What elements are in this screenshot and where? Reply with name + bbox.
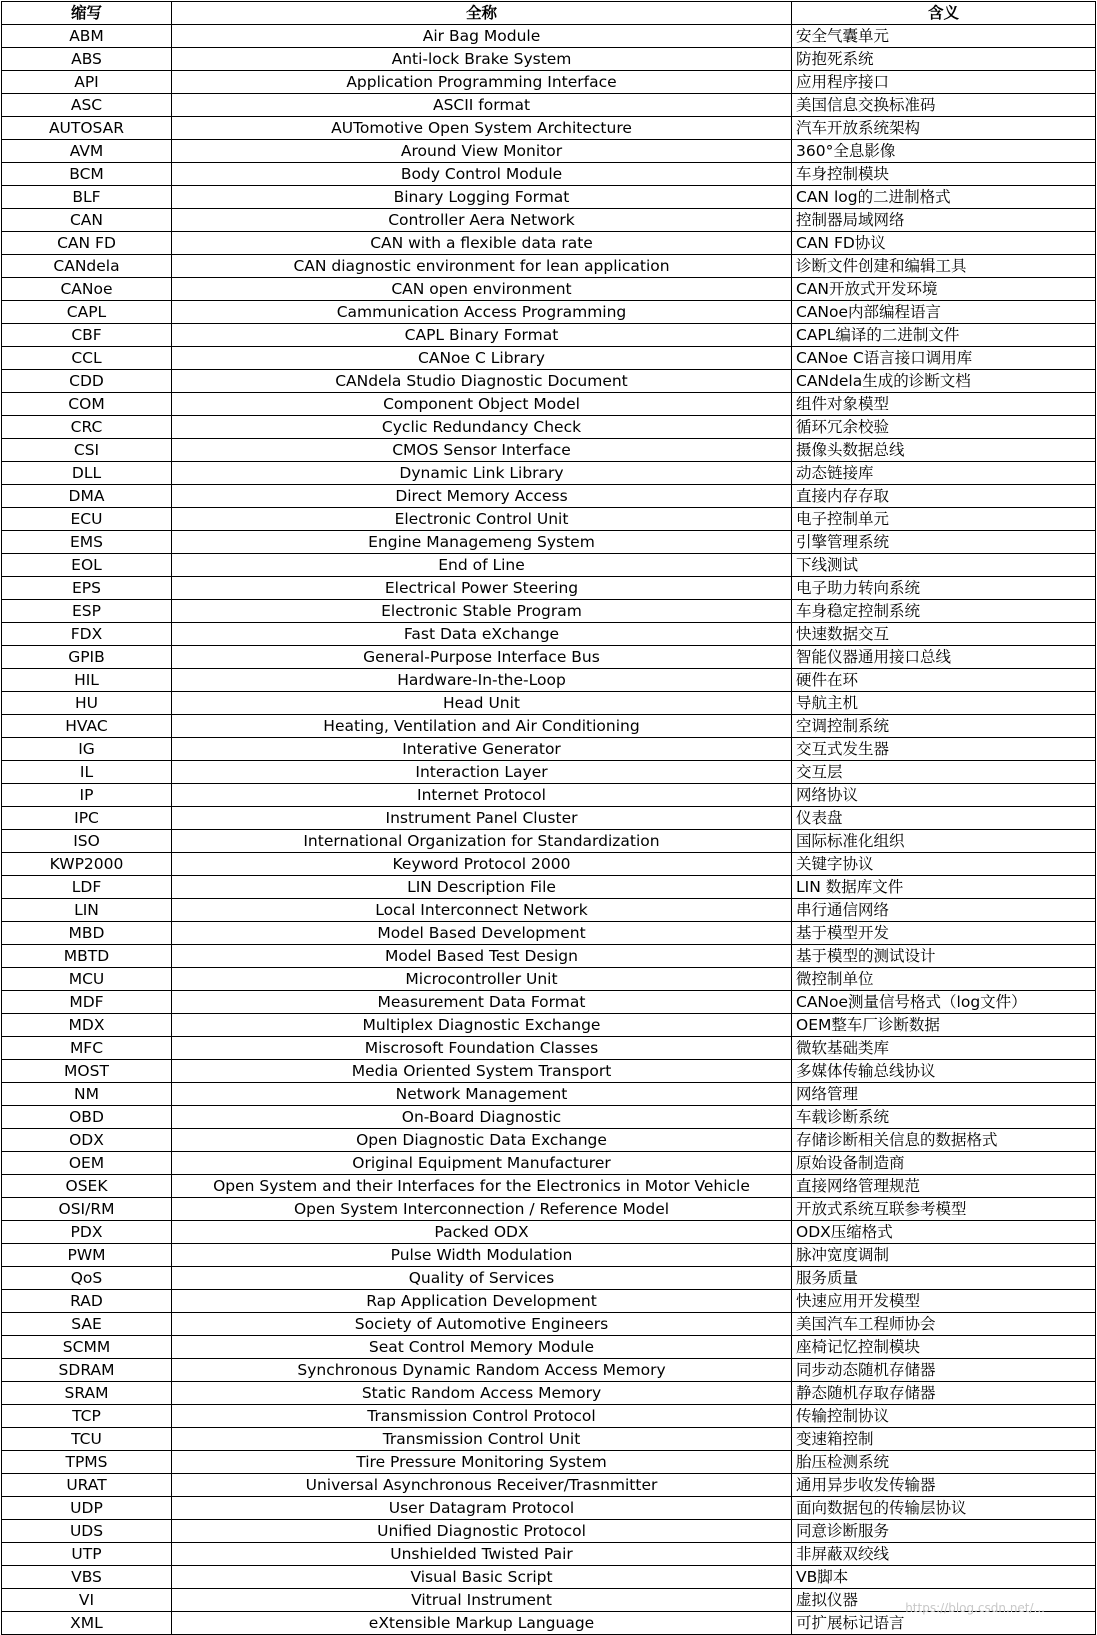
table-row xyxy=(2,623,1096,646)
table-row xyxy=(2,1589,1096,1612)
full-name-cell: Rap Application Development xyxy=(172,1290,792,1313)
meaning-cell: 静态随机存取存储器 xyxy=(792,1382,1096,1405)
abbreviation-cell: GPIB xyxy=(2,646,172,669)
full-name-cell: Cyclic Redundancy Check xyxy=(172,416,792,439)
abbreviation-cell: AVM xyxy=(2,140,172,163)
meaning-cell: 汽车开放系统架构 xyxy=(792,117,1096,140)
meaning-cell: 面向数据包的传输层协议 xyxy=(792,1497,1096,1520)
abbreviation-cell: CANoe xyxy=(2,278,172,301)
table-row xyxy=(2,1060,1096,1083)
abbreviation-cell: CCL xyxy=(2,347,172,370)
full-name-cell: Electrical Power Steering xyxy=(172,577,792,600)
table-row xyxy=(2,669,1096,692)
table-row xyxy=(2,577,1096,600)
abbreviation-cell: MBTD xyxy=(2,945,172,968)
full-name-cell: ASCII format xyxy=(172,94,792,117)
meaning-cell: OEM整车厂诊断数据 xyxy=(792,1014,1096,1037)
meaning-cell: 摄像头数据总线 xyxy=(792,439,1096,462)
abbreviation-cell: MDF xyxy=(2,991,172,1014)
meaning-cell: 开放式系统互联参考模型 xyxy=(792,1198,1096,1221)
full-name-cell: CAN diagnostic environment for lean application xyxy=(172,255,792,278)
table-row xyxy=(2,807,1096,830)
meaning-cell: 服务质量 xyxy=(792,1267,1096,1290)
table-row xyxy=(2,1313,1096,1336)
table-row xyxy=(2,554,1096,577)
header-row xyxy=(2,2,1096,25)
table-row xyxy=(2,1451,1096,1474)
full-name-cell: CANoe C Library xyxy=(172,347,792,370)
abbreviation-cell: TCP xyxy=(2,1405,172,1428)
full-name-cell: Instrument Panel Cluster xyxy=(172,807,792,830)
abbreviation-cell: IP xyxy=(2,784,172,807)
full-name-cell: Binary Logging Format xyxy=(172,186,792,209)
meaning-cell: 串行通信网络 xyxy=(792,899,1096,922)
abbreviation-cell: DLL xyxy=(2,462,172,485)
meaning-cell: 安全气囊单元 xyxy=(792,25,1096,48)
full-name-cell: Original Equipment Manufacturer xyxy=(172,1152,792,1175)
abbreviation-cell: HVAC xyxy=(2,715,172,738)
full-name-cell: Microcontroller Unit xyxy=(172,968,792,991)
abbreviation-cell: IL xyxy=(2,761,172,784)
table-row xyxy=(2,738,1096,761)
abbreviation-cell: OEM xyxy=(2,1152,172,1175)
table-row xyxy=(2,48,1096,71)
meaning-cell: 直接内存存取 xyxy=(792,485,1096,508)
full-name-cell: Electronic Control Unit xyxy=(172,508,792,531)
abbreviation-cell: UDS xyxy=(2,1520,172,1543)
table-row xyxy=(2,1221,1096,1244)
meaning-cell: 组件对象模型 xyxy=(792,393,1096,416)
full-name-cell: Quality of Services xyxy=(172,1267,792,1290)
abbreviation-cell: IPC xyxy=(2,807,172,830)
table-row xyxy=(2,232,1096,255)
table-row xyxy=(2,163,1096,186)
abbreviation-cell: PDX xyxy=(2,1221,172,1244)
header-abbreviation: 缩写 xyxy=(2,2,172,25)
meaning-cell: 应用程序接口 xyxy=(792,71,1096,94)
table-header xyxy=(2,2,1096,25)
abbreviation-cell: MCU xyxy=(2,968,172,991)
abbreviation-cell: CAN FD xyxy=(2,232,172,255)
meaning-cell: 多媒体传输总线协议 xyxy=(792,1060,1096,1083)
meaning-cell: 美国信息交换标准码 xyxy=(792,94,1096,117)
table-row xyxy=(2,922,1096,945)
table-row xyxy=(2,209,1096,232)
abbreviation-cell: BCM xyxy=(2,163,172,186)
table-row xyxy=(2,1382,1096,1405)
full-name-cell: End of Line xyxy=(172,554,792,577)
table-row xyxy=(2,1428,1096,1451)
table-row xyxy=(2,416,1096,439)
full-name-cell: eXtensible Markup Language xyxy=(172,1612,792,1635)
meaning-cell: 仪表盘 xyxy=(792,807,1096,830)
full-name-cell: Electronic Stable Program xyxy=(172,600,792,623)
full-name-cell: Universal Asynchronous Receiver/Trasnmitter xyxy=(172,1474,792,1497)
table-row xyxy=(2,393,1096,416)
full-name-cell: Engine Managemeng System xyxy=(172,531,792,554)
table-row xyxy=(2,531,1096,554)
table-row xyxy=(2,1152,1096,1175)
meaning-cell: CAN log的二进制格式 xyxy=(792,186,1096,209)
meaning-cell: 控制器局域网络 xyxy=(792,209,1096,232)
full-name-cell: Transmission Control Unit xyxy=(172,1428,792,1451)
meaning-cell: ODX压缩格式 xyxy=(792,1221,1096,1244)
table-row xyxy=(2,485,1096,508)
abbreviation-cell: IG xyxy=(2,738,172,761)
meaning-cell: CAN FD协议 xyxy=(792,232,1096,255)
full-name-cell: Unshielded Twisted Pair xyxy=(172,1543,792,1566)
table-row xyxy=(2,94,1096,117)
abbreviation-cell: MBD xyxy=(2,922,172,945)
meaning-cell: 网络协议 xyxy=(792,784,1096,807)
full-name-cell: Component Object Model xyxy=(172,393,792,416)
meaning-cell: 快速数据交互 xyxy=(792,623,1096,646)
meaning-cell: 车身稳定控制系统 xyxy=(792,600,1096,623)
table-row xyxy=(2,1129,1096,1152)
full-name-cell: Society of Automotive Engineers xyxy=(172,1313,792,1336)
table-row xyxy=(2,1566,1096,1589)
table-body xyxy=(2,25,1096,1635)
full-name-cell: Seat Control Memory Module xyxy=(172,1336,792,1359)
full-name-cell: Model Based Development xyxy=(172,922,792,945)
table-row xyxy=(2,1543,1096,1566)
meaning-cell: 电子控制单元 xyxy=(792,508,1096,531)
abbreviation-cell: CAPL xyxy=(2,301,172,324)
table-row xyxy=(2,1106,1096,1129)
meaning-cell: 同意诊断服务 xyxy=(792,1520,1096,1543)
full-name-cell: Network Management xyxy=(172,1083,792,1106)
table-row xyxy=(2,439,1096,462)
full-name-cell: Vitrual Instrument xyxy=(172,1589,792,1612)
table-row xyxy=(2,462,1096,485)
table-row xyxy=(2,1474,1096,1497)
table-row xyxy=(2,876,1096,899)
full-name-cell: Controller Aera Network xyxy=(172,209,792,232)
abbreviation-cell: QoS xyxy=(2,1267,172,1290)
abbreviation-cell: MDX xyxy=(2,1014,172,1037)
full-name-cell: Unified Diagnostic Protocol xyxy=(172,1520,792,1543)
abbreviation-cell: URAT xyxy=(2,1474,172,1497)
meaning-cell: 微控制单位 xyxy=(792,968,1096,991)
table-row xyxy=(2,1083,1096,1106)
full-name-cell: On-Board Diagnostic xyxy=(172,1106,792,1129)
full-name-cell: User Datagram Protocol xyxy=(172,1497,792,1520)
abbreviation-cell: RAD xyxy=(2,1290,172,1313)
meaning-cell: 基于模型的测试设计 xyxy=(792,945,1096,968)
meaning-cell: 美国汽车工程师协会 xyxy=(792,1313,1096,1336)
full-name-cell: Internet Protocol xyxy=(172,784,792,807)
table-row xyxy=(2,370,1096,393)
meaning-cell: 动态链接库 xyxy=(792,462,1096,485)
meaning-cell: 微软基础类库 xyxy=(792,1037,1096,1060)
meaning-cell: 非屏蔽双绞线 xyxy=(792,1543,1096,1566)
meaning-cell: 车身控制模块 xyxy=(792,163,1096,186)
table-row xyxy=(2,600,1096,623)
meaning-cell: CANoe测量信号格式（log文件） xyxy=(792,991,1096,1014)
abbreviation-cell: PWM xyxy=(2,1244,172,1267)
abbreviation-cell: SAE xyxy=(2,1313,172,1336)
meaning-cell: 座椅记忆控制模块 xyxy=(792,1336,1096,1359)
meaning-cell: 国际标准化组织 xyxy=(792,830,1096,853)
meaning-cell: 虚拟仪器 xyxy=(792,1589,1096,1612)
meaning-cell: CANoe C语言接口调用库 xyxy=(792,347,1096,370)
full-name-cell: Interative Generator xyxy=(172,738,792,761)
abbreviation-cell: MOST xyxy=(2,1060,172,1083)
table-row xyxy=(2,255,1096,278)
table-row xyxy=(2,1175,1096,1198)
full-name-cell: Open System Interconnection / Reference Model xyxy=(172,1198,792,1221)
abbreviation-cell: TPMS xyxy=(2,1451,172,1474)
abbreviation-cell: SDRAM xyxy=(2,1359,172,1382)
abbreviation-cell: ODX xyxy=(2,1129,172,1152)
meaning-cell: 车载诊断系统 xyxy=(792,1106,1096,1129)
meaning-cell: 胎压检测系统 xyxy=(792,1451,1096,1474)
abbreviation-cell: LDF xyxy=(2,876,172,899)
table-row xyxy=(2,186,1096,209)
full-name-cell: Keyword Protocol 2000 xyxy=(172,853,792,876)
full-name-cell: Local Interconnect Network xyxy=(172,899,792,922)
meaning-cell: VB脚本 xyxy=(792,1566,1096,1589)
table-row xyxy=(2,991,1096,1014)
header-meaning: 含义 xyxy=(792,2,1096,25)
abbreviation-cell: CANdela xyxy=(2,255,172,278)
meaning-cell: 交互式发生器 xyxy=(792,738,1096,761)
full-name-cell: CAN open environment xyxy=(172,278,792,301)
table-row xyxy=(2,1037,1096,1060)
abbreviation-cell: CDD xyxy=(2,370,172,393)
table-row xyxy=(2,1267,1096,1290)
full-name-cell: Dynamic Link Library xyxy=(172,462,792,485)
abbreviation-cell: ISO xyxy=(2,830,172,853)
full-name-cell: International Organization for Standardization xyxy=(172,830,792,853)
table-row xyxy=(2,301,1096,324)
full-name-cell: Air Bag Module xyxy=(172,25,792,48)
meaning-cell: 快速应用开发模型 xyxy=(792,1290,1096,1313)
full-name-cell: CMOS Sensor Interface xyxy=(172,439,792,462)
meaning-cell: 下线测试 xyxy=(792,554,1096,577)
full-name-cell: CAN with a flexible data rate xyxy=(172,232,792,255)
abbreviation-cell: ESP xyxy=(2,600,172,623)
full-name-cell: CAPL Binary Format xyxy=(172,324,792,347)
full-name-cell: Measurement Data Format xyxy=(172,991,792,1014)
table-row xyxy=(2,1336,1096,1359)
table-row xyxy=(2,140,1096,163)
abbreviation-cell: EOL xyxy=(2,554,172,577)
full-name-cell: CANdela Studio Diagnostic Document xyxy=(172,370,792,393)
meaning-cell: 循环冗余校验 xyxy=(792,416,1096,439)
meaning-cell: 导航主机 xyxy=(792,692,1096,715)
meaning-cell: 基于模型开发 xyxy=(792,922,1096,945)
abbreviation-cell: ASC xyxy=(2,94,172,117)
table-row xyxy=(2,71,1096,94)
glossary-table xyxy=(1,1,1096,1635)
watermark: https://blog.csdn.net/... xyxy=(905,1601,1045,1615)
header-full-name: 全称 xyxy=(172,2,792,25)
table-row xyxy=(2,715,1096,738)
meaning-cell: 网络管理 xyxy=(792,1083,1096,1106)
abbreviation-cell: EMS xyxy=(2,531,172,554)
table-row xyxy=(2,830,1096,853)
abbreviation-cell: AUTOSAR xyxy=(2,117,172,140)
abbreviation-cell: CBF xyxy=(2,324,172,347)
full-name-cell: Around View Monitor xyxy=(172,140,792,163)
full-name-cell: Interaction Layer xyxy=(172,761,792,784)
meaning-cell: CAPL编译的二进制文件 xyxy=(792,324,1096,347)
full-name-cell: Miscrosoft Foundation Classes xyxy=(172,1037,792,1060)
table-row xyxy=(2,1520,1096,1543)
meaning-cell: 关键字协议 xyxy=(792,853,1096,876)
meaning-cell: 传输控制协议 xyxy=(792,1405,1096,1428)
full-name-cell: Pulse Width Modulation xyxy=(172,1244,792,1267)
abbreviation-cell: OSI/RM xyxy=(2,1198,172,1221)
full-name-cell: Direct Memory Access xyxy=(172,485,792,508)
meaning-cell: 通用异步收发传输器 xyxy=(792,1474,1096,1497)
full-name-cell: Hardware-In-the-Loop xyxy=(172,669,792,692)
full-name-cell: Tire Pressure Monitoring System xyxy=(172,1451,792,1474)
abbreviation-cell: HIL xyxy=(2,669,172,692)
full-name-cell: AUTomotive Open System Architecture xyxy=(172,117,792,140)
abbreviation-cell: SRAM xyxy=(2,1382,172,1405)
abbreviation-cell: KWP2000 xyxy=(2,853,172,876)
abbreviation-cell: ECU xyxy=(2,508,172,531)
abbreviation-cell: API xyxy=(2,71,172,94)
table-row xyxy=(2,1405,1096,1428)
table-row xyxy=(2,1290,1096,1313)
table-row xyxy=(2,1244,1096,1267)
full-name-cell: Head Unit xyxy=(172,692,792,715)
table-row xyxy=(2,945,1096,968)
table-row xyxy=(2,324,1096,347)
meaning-cell: 脉冲宽度调制 xyxy=(792,1244,1096,1267)
meaning-cell: CAN开放式开发环境 xyxy=(792,278,1096,301)
table-row xyxy=(2,968,1096,991)
full-name-cell: Visual Basic Script xyxy=(172,1566,792,1589)
full-name-cell: General-Purpose Interface Bus xyxy=(172,646,792,669)
full-name-cell: Open Diagnostic Data Exchange xyxy=(172,1129,792,1152)
abbreviation-cell: CSI xyxy=(2,439,172,462)
meaning-cell: 智能仪器通用接口总线 xyxy=(792,646,1096,669)
full-name-cell: Application Programming Interface xyxy=(172,71,792,94)
abbreviation-cell: ABS xyxy=(2,48,172,71)
table-row xyxy=(2,853,1096,876)
meaning-cell: 直接网络管理规范 xyxy=(792,1175,1096,1198)
table-row xyxy=(2,899,1096,922)
meaning-cell: 电子助力转向系统 xyxy=(792,577,1096,600)
full-name-cell: Fast Data eXchange xyxy=(172,623,792,646)
meaning-cell: 360°全息影像 xyxy=(792,140,1096,163)
meaning-cell: 存储诊断相关信息的数据格式 xyxy=(792,1129,1096,1152)
full-name-cell: Transmission Control Protocol xyxy=(172,1405,792,1428)
abbreviation-cell: FDX xyxy=(2,623,172,646)
abbreviation-cell: UDP xyxy=(2,1497,172,1520)
abbreviation-cell: TCU xyxy=(2,1428,172,1451)
abbreviation-cell: COM xyxy=(2,393,172,416)
meaning-cell: 空调控制系统 xyxy=(792,715,1096,738)
table-row xyxy=(2,1497,1096,1520)
table-row xyxy=(2,117,1096,140)
table-row xyxy=(2,508,1096,531)
meaning-cell: 硬件在环 xyxy=(792,669,1096,692)
table-row xyxy=(2,278,1096,301)
abbreviation-cell: LIN xyxy=(2,899,172,922)
full-name-cell: Multiplex Diagnostic Exchange xyxy=(172,1014,792,1037)
full-name-cell: Open System and their Interfaces for the Electronics in Motor Vehicle xyxy=(172,1175,792,1198)
full-name-cell: LIN Description File xyxy=(172,876,792,899)
meaning-cell: 诊断文件创建和编辑工具 xyxy=(792,255,1096,278)
abbreviation-cell: OSEK xyxy=(2,1175,172,1198)
meaning-cell: 交互层 xyxy=(792,761,1096,784)
abbreviation-cell: EPS xyxy=(2,577,172,600)
meaning-cell: CANdela生成的诊断文档 xyxy=(792,370,1096,393)
abbreviation-cell: NM xyxy=(2,1083,172,1106)
abbreviation-cell: VI xyxy=(2,1589,172,1612)
abbreviation-cell: VBS xyxy=(2,1566,172,1589)
meaning-cell: CANoe内部编程语言 xyxy=(792,301,1096,324)
table-row xyxy=(2,1198,1096,1221)
table-row xyxy=(2,1359,1096,1382)
meaning-cell: LIN 数据库文件 xyxy=(792,876,1096,899)
table-row xyxy=(2,25,1096,48)
abbreviation-cell: ABM xyxy=(2,25,172,48)
table-row xyxy=(2,1014,1096,1037)
abbreviation-cell: UTP xyxy=(2,1543,172,1566)
meaning-cell: 原始设备制造商 xyxy=(792,1152,1096,1175)
table-row xyxy=(2,761,1096,784)
abbreviation-cell: SCMM xyxy=(2,1336,172,1359)
full-name-cell: Anti-lock Brake System xyxy=(172,48,792,71)
abbreviation-cell: DMA xyxy=(2,485,172,508)
full-name-cell: Cammunication Access Programming xyxy=(172,301,792,324)
full-name-cell: Body Control Module xyxy=(172,163,792,186)
abbreviation-cell: HU xyxy=(2,692,172,715)
meaning-cell: 防抱死系统 xyxy=(792,48,1096,71)
abbreviation-cell: CAN xyxy=(2,209,172,232)
abbreviation-cell: MFC xyxy=(2,1037,172,1060)
full-name-cell: Heating, Ventilation and Air Conditioning xyxy=(172,715,792,738)
full-name-cell: Static Random Access Memory xyxy=(172,1382,792,1405)
table-row xyxy=(2,646,1096,669)
table-row xyxy=(2,1612,1096,1635)
meaning-cell: 引擎管理系统 xyxy=(792,531,1096,554)
abbreviation-cell: OBD xyxy=(2,1106,172,1129)
table-row xyxy=(2,784,1096,807)
table-row xyxy=(2,692,1096,715)
meaning-cell: 可扩展标记语言 xyxy=(792,1612,1096,1635)
full-name-cell: Synchronous Dynamic Random Access Memory xyxy=(172,1359,792,1382)
abbreviation-cell: BLF xyxy=(2,186,172,209)
table-row xyxy=(2,347,1096,370)
full-name-cell: Media Oriented System Transport xyxy=(172,1060,792,1083)
abbreviation-cell: CRC xyxy=(2,416,172,439)
full-name-cell: Packed ODX xyxy=(172,1221,792,1244)
abbreviation-cell: XML xyxy=(2,1612,172,1635)
meaning-cell: 变速箱控制 xyxy=(792,1428,1096,1451)
meaning-cell: 同步动态随机存储器 xyxy=(792,1359,1096,1382)
full-name-cell: Model Based Test Design xyxy=(172,945,792,968)
